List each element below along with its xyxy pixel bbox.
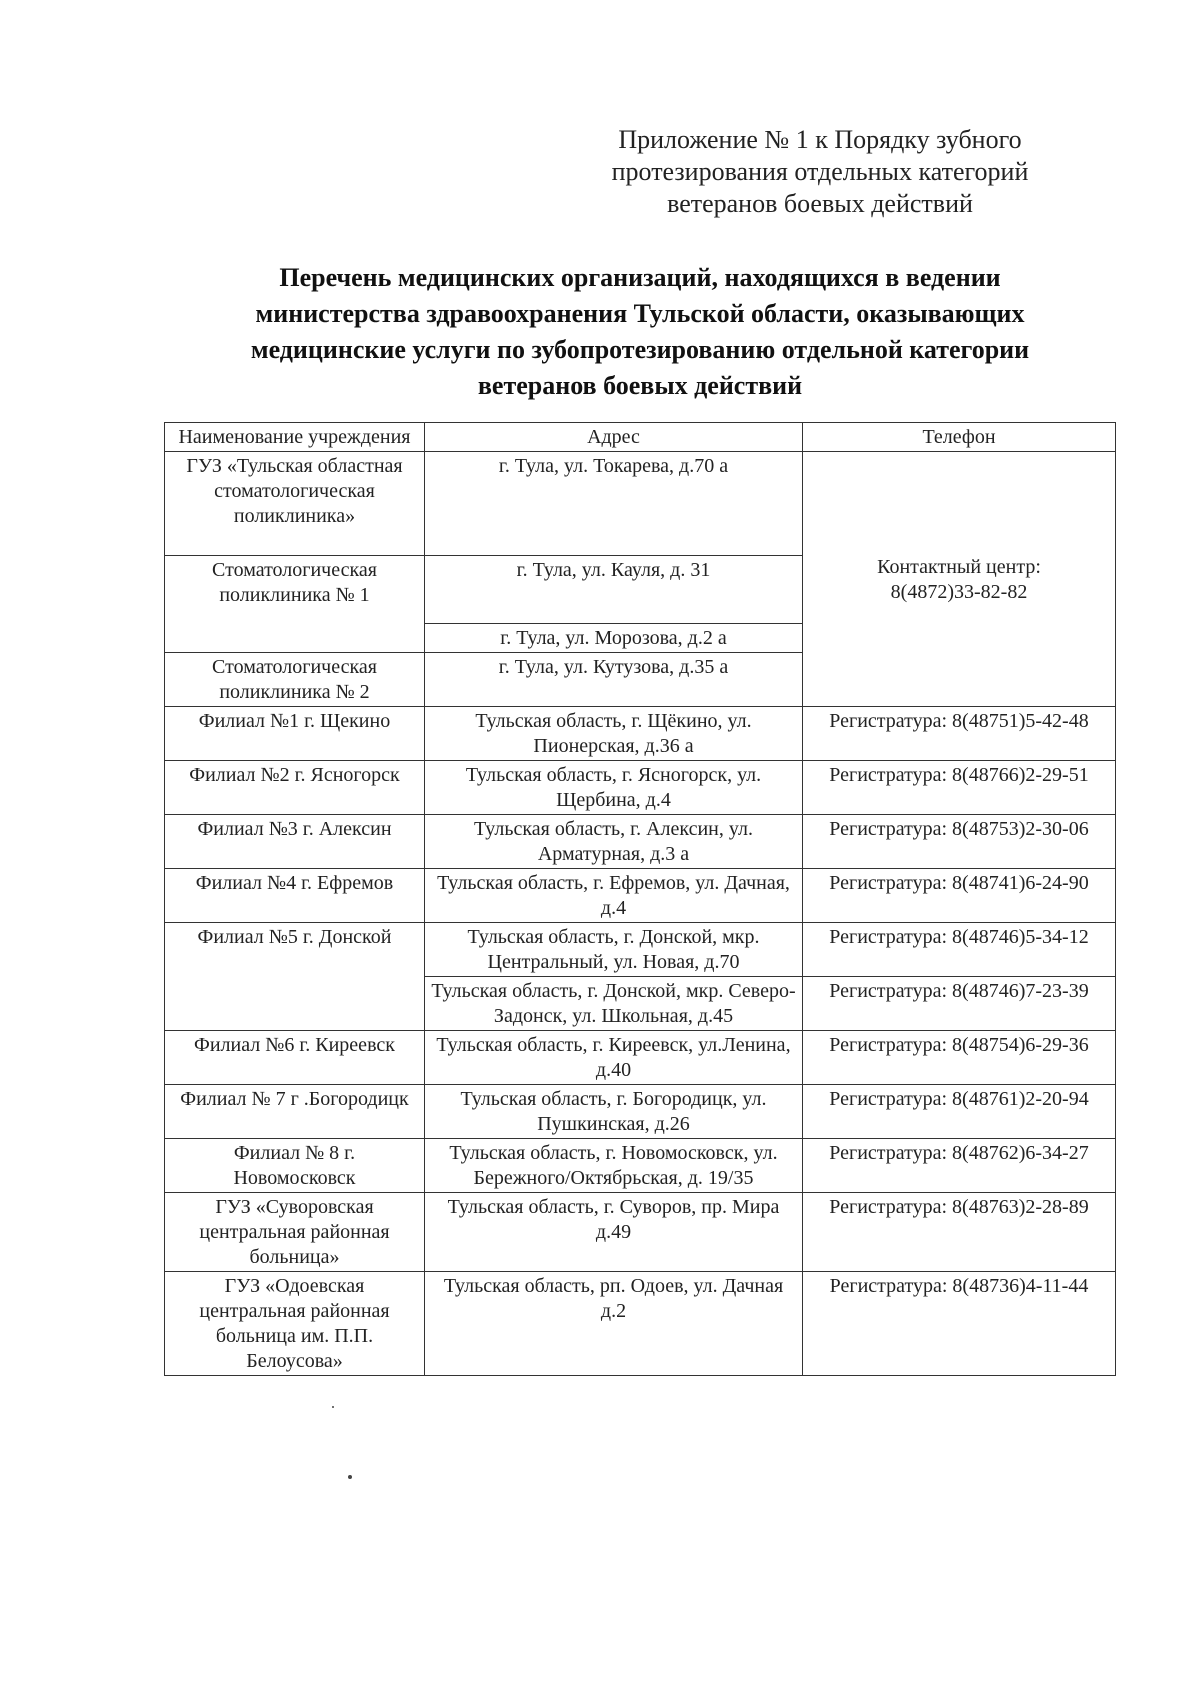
header-phone: Телефон [803, 423, 1116, 452]
table-row [165, 1031, 1116, 1085]
org-name: Филиал №5 г. Донской [165, 923, 425, 1031]
document-title [160, 260, 1120, 404]
org-address: Тульская область, г. Киреевск, ул.Ленина, д.40 [425, 1031, 803, 1085]
table-row [165, 923, 1116, 977]
org-phone: Регистратура: 8(48761)2-20-94 [803, 1085, 1116, 1139]
table-row [165, 761, 1116, 815]
org-phone: Регистратура: 8(48736)4-11-44 [803, 1272, 1116, 1376]
org-name: Филиал №4 г. Ефремов [165, 869, 425, 923]
header-name: Наименование учреждения [165, 423, 425, 452]
org-phone: Регистратура: 8(48741)6-24-90 [803, 869, 1116, 923]
table-row [165, 1139, 1116, 1193]
org-phone: Регистратура: 8(48746)5-34-12 [803, 923, 1116, 977]
scan-speck [332, 1406, 334, 1408]
table-row [165, 1193, 1116, 1272]
title-line: министерства здравоохранения Тульской области, оказывающих [255, 299, 1025, 328]
org-name: Филиал № 7 г .Богородицк [165, 1085, 425, 1139]
org-address: г. Тула, ул. Морозова, д.2 а [425, 624, 803, 653]
org-phone: Регистратура: 8(48751)5-42-48 [803, 707, 1116, 761]
contact-center-phone: 8(4872)33-82-82 [890, 580, 1028, 603]
org-address: Тульская область, г. Богородицк, ул. Пушкинская, д.26 [425, 1085, 803, 1139]
org-name: Стоматологическая поликлиника № 1 [165, 556, 425, 653]
org-phone: Регистратура: 8(48762)6-34-27 [803, 1139, 1116, 1193]
organizations-table [164, 422, 1116, 1376]
table-row [165, 869, 1116, 923]
org-name: ГУЗ «Одоевская центральная районная больница им. П.П. Белоусова» [165, 1272, 425, 1376]
org-address: Тульская область, г. Донской, мкр. Северо-Задонск, ул. Школьная, д.45 [425, 977, 803, 1031]
org-name: ГУЗ «Суворовская центральная районная больница» [165, 1193, 425, 1272]
table-row [165, 815, 1116, 869]
org-address: Тульская область, г. Ясногорск, ул. Щербина, д.4 [425, 761, 803, 815]
title-line: Перечень медицинских организаций, находящихся в ведении [279, 263, 1001, 292]
org-name: Филиал №3 г. Алексин [165, 815, 425, 869]
table-row [165, 1272, 1116, 1376]
appendix-line: протезирования отдельных категорий [611, 157, 1029, 186]
org-name: Филиал №2 г. Ясногорск [165, 761, 425, 815]
org-address: Тульская область, г. Новомосковск, ул. Бережного/Октябрьская, д. 19/35 [425, 1139, 803, 1193]
org-address: Тульская область, г. Алексин, ул. Арматурная, д.3 а [425, 815, 803, 869]
appendix-note [560, 124, 1080, 220]
table-header-row [165, 423, 1116, 452]
org-address: г. Тула, ул. Кутузова, д.35 а [425, 653, 803, 707]
contact-center-label: Контактный центр: [877, 555, 1041, 578]
org-address: Тульская область, г. Донской, мкр. Центральный, ул. Новая, д.70 [425, 923, 803, 977]
table-row [165, 452, 1116, 556]
title-line: медицинские услуги по зубопротезированию отдельной категории [250, 335, 1030, 364]
org-address: Тульская область, рп. Одоев, ул. Дачная д.2 [425, 1272, 803, 1376]
scan-speck [348, 1475, 352, 1479]
org-address: Тульская область, г. Суворов, пр. Мира д.49 [425, 1193, 803, 1272]
org-name: Филиал №6 г. Киреевск [165, 1031, 425, 1085]
org-name: Стоматологическая поликлиника № 2 [165, 653, 425, 707]
org-address: Тульская область, г. Ефремов, ул. Дачная, д.4 [425, 869, 803, 923]
org-phone: Регистратура: 8(48746)7-23-39 [803, 977, 1116, 1031]
appendix-line: Приложение № 1 к Порядку зубного [618, 125, 1022, 154]
table-row [165, 707, 1116, 761]
org-address: Тульская область, г. Щёкино, ул. Пионерская, д.36 а [425, 707, 803, 761]
org-address: г. Тула, ул. Кауля, д. 31 [425, 556, 803, 624]
org-name: Филиал №1 г. Щекино [165, 707, 425, 761]
org-phone: Регистратура: 8(48753)2-30-06 [803, 815, 1116, 869]
appendix-line: ветеранов боевых действий [667, 189, 973, 218]
org-name: ГУЗ «Тульская областная стоматологическая поликлиника» [165, 452, 425, 556]
contact-center-cell [803, 452, 1116, 707]
org-address: г. Тула, ул. Токарева, д.70 а [425, 452, 803, 556]
title-line: ветеранов боевых действий [477, 371, 803, 400]
org-name: Филиал № 8 г. Новомосковск [165, 1139, 425, 1193]
table-row [165, 1085, 1116, 1139]
header-address: Адрес [425, 423, 803, 452]
org-phone: Регистратура: 8(48763)2-28-89 [803, 1193, 1116, 1272]
org-phone: Регистратура: 8(48766)2-29-51 [803, 761, 1116, 815]
org-phone: Регистратура: 8(48754)6-29-36 [803, 1031, 1116, 1085]
